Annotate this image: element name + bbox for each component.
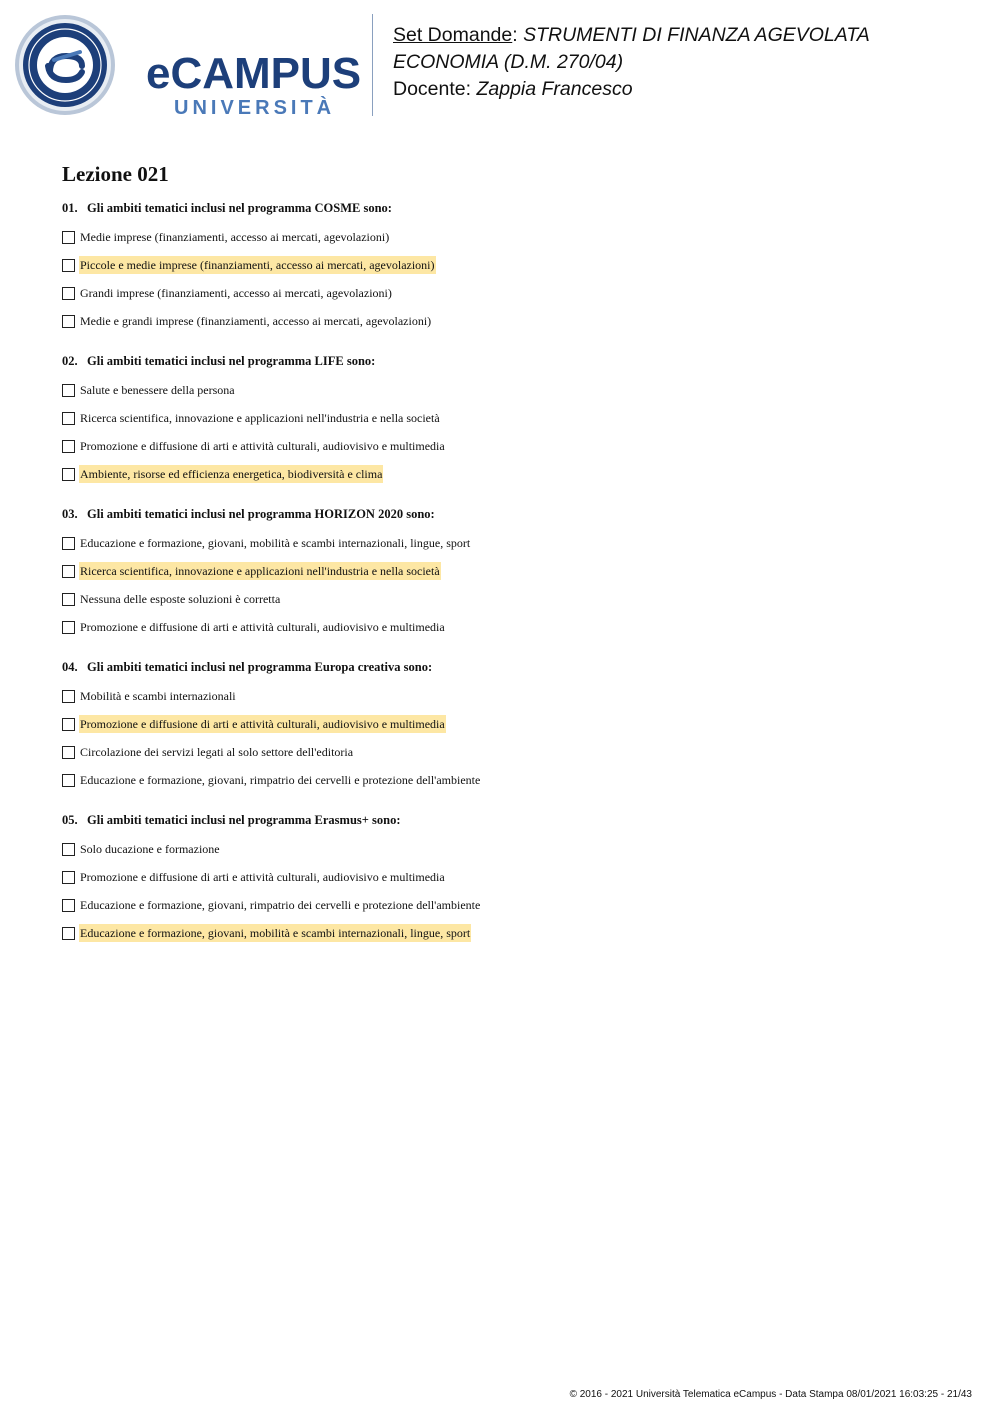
answer-checkbox[interactable]: [62, 384, 75, 397]
teacher-name: Zappia Francesco: [476, 78, 633, 100]
question-title: [62, 200, 942, 216]
answer-checkbox[interactable]: [62, 231, 75, 244]
set-title-line2: ECONOMIA (D.M. 270/04): [393, 51, 624, 73]
ecampus-logo: [14, 14, 374, 118]
answer-option[interactable]: [62, 404, 942, 432]
question-text: Gli ambiti tematici inclusi nel programma HORIZON 2020 sono:: [87, 507, 435, 521]
answer-checkbox[interactable]: [62, 593, 75, 606]
answer-text: Solo ducazione e formazione: [80, 842, 220, 856]
answer-option[interactable]: [62, 613, 942, 641]
answer-option[interactable]: [62, 251, 942, 279]
answer-checkbox[interactable]: [62, 412, 75, 425]
answer-checkbox[interactable]: [62, 621, 75, 634]
answer-checkbox[interactable]: [62, 843, 75, 856]
question-text: Gli ambiti tematici inclusi nel programma Europa creativa sono:: [87, 660, 433, 674]
answer-option[interactable]: [62, 307, 942, 335]
question-title: [62, 659, 942, 675]
header-divider: [372, 14, 373, 116]
question-block: [62, 353, 942, 488]
answer-text: Salute e benessere della persona: [80, 383, 235, 397]
answer-checkbox[interactable]: [62, 927, 75, 940]
answer-text-correct: Educazione e formazione, giovani, mobilità e scambi internazionali, lingue, sport: [80, 926, 471, 940]
answer-text: Nessuna delle esposte soluzioni è corretta: [80, 592, 281, 606]
answer-checkbox[interactable]: [62, 746, 75, 759]
question-block: [62, 659, 942, 794]
answer-text-correct: Ricerca scientifica, innovazione e applicazioni nell'industria e nella società: [80, 564, 440, 578]
answer-option[interactable]: [62, 585, 942, 613]
question-number: 05.: [62, 813, 78, 827]
answer-text-correct: Ambiente, risorse ed efficienza energetica, biodiversità e clima: [80, 467, 383, 481]
answer-option[interactable]: [62, 223, 942, 251]
answer-option[interactable]: [62, 863, 942, 891]
question-title: [62, 506, 942, 522]
question-block: [62, 506, 942, 641]
brand-subtitle: UNIVERSITÀ: [174, 97, 336, 119]
answer-option[interactable]: [62, 432, 942, 460]
answer-text-correct: Piccole e medie imprese (finanziamenti, accesso ai mercati, agevolazioni): [80, 258, 435, 272]
header-info: [393, 22, 870, 103]
answer-option[interactable]: [62, 279, 942, 307]
answer-checkbox[interactable]: [62, 690, 75, 703]
answer-option[interactable]: [62, 557, 942, 585]
answer-option[interactable]: [62, 766, 942, 794]
question-title: [62, 353, 942, 369]
answer-checkbox[interactable]: [62, 899, 75, 912]
question-number: 04.: [62, 660, 78, 674]
answer-text: Educazione e formazione, giovani, rimpatrio dei cervelli e protezione dell'ambiente: [80, 898, 481, 912]
answer-option[interactable]: [62, 919, 942, 947]
question-text: Gli ambiti tematici inclusi nel programma Erasmus+ sono:: [87, 813, 401, 827]
answer-option[interactable]: [62, 738, 942, 766]
set-label: Set Domande: [393, 24, 513, 46]
brand-name: eCAMPUS: [146, 49, 362, 98]
question-text: Gli ambiti tematici inclusi nel programma COSME sono:: [87, 201, 392, 215]
answer-option[interactable]: [62, 710, 942, 738]
question-block: [62, 812, 942, 947]
answer-text: Medie e grandi imprese (finanziamenti, accesso ai mercati, agevolazioni): [80, 314, 432, 328]
question-set: [62, 160, 942, 965]
answer-option[interactable]: [62, 682, 942, 710]
answer-checkbox[interactable]: [62, 718, 75, 731]
answer-checkbox[interactable]: [62, 259, 75, 272]
answer-checkbox[interactable]: [62, 287, 75, 300]
answer-text: Mobilità e scambi internazionali: [80, 689, 236, 703]
answer-text: Grandi imprese (finanziamenti, accesso ai mercati, agevolazioni): [80, 286, 392, 300]
question-number: 01.: [62, 201, 78, 215]
answer-option[interactable]: [62, 529, 942, 557]
answer-text: Educazione e formazione, giovani, rimpatrio dei cervelli e protezione dell'ambiente: [80, 773, 481, 787]
question-title: [62, 812, 942, 828]
answer-text: Circolazione dei servizi legati al solo settore dell'editoria: [80, 745, 354, 759]
question-list: [62, 200, 942, 947]
answer-text: Promozione e diffusione di arti e attività culturali, audiovisivo e multimedia: [80, 870, 445, 884]
university-seal-icon: [14, 14, 116, 116]
answer-text: Educazione e formazione, giovani, mobilità e scambi internazionali, lingue, sport: [80, 536, 471, 550]
page-footer: © 2016 - 2021 Università Telematica eCampus - Data Stampa 08/01/2021 16:03:25 - 21/43: [569, 1389, 972, 1400]
question-number: 02.: [62, 354, 78, 368]
answer-text: Medie imprese (finanziamenti, accesso ai mercati, agevolazioni): [80, 230, 390, 244]
answer-checkbox[interactable]: [62, 537, 75, 550]
answer-text: Promozione e diffusione di arti e attività culturali, audiovisivo e multimedia: [80, 620, 445, 634]
page-header: [0, 0, 1000, 130]
teacher-line: Docente: Zappia Francesco: [393, 78, 633, 100]
answer-text: Ricerca scientifica, innovazione e applicazioni nell'industria e nella società: [80, 411, 440, 425]
question-number: 03.: [62, 507, 78, 521]
lesson-title: Lezione 021: [62, 162, 169, 186]
answer-option[interactable]: [62, 891, 942, 919]
set-title-line1: STRUMENTI DI FINANZA AGEVOLATA: [523, 24, 870, 46]
answer-checkbox[interactable]: [62, 774, 75, 787]
answer-checkbox[interactable]: [62, 468, 75, 481]
answer-option[interactable]: [62, 376, 942, 404]
question-text: Gli ambiti tematici inclusi nel programma LIFE sono:: [87, 354, 376, 368]
answer-option[interactable]: [62, 460, 942, 488]
set-line: Set Domande: STRUMENTI DI FINANZA AGEVOLATA: [393, 24, 870, 46]
teacher-label: Docente: [393, 78, 466, 100]
question-block: [62, 200, 942, 335]
answer-text-correct: Promozione e diffusione di arti e attività culturali, audiovisivo e multimedia: [80, 717, 445, 731]
answer-text: Promozione e diffusione di arti e attività culturali, audiovisivo e multimedia: [80, 439, 445, 453]
answer-checkbox[interactable]: [62, 440, 75, 453]
answer-option[interactable]: [62, 835, 942, 863]
answer-checkbox[interactable]: [62, 565, 75, 578]
answer-checkbox[interactable]: [62, 871, 75, 884]
answer-checkbox[interactable]: [62, 315, 75, 328]
